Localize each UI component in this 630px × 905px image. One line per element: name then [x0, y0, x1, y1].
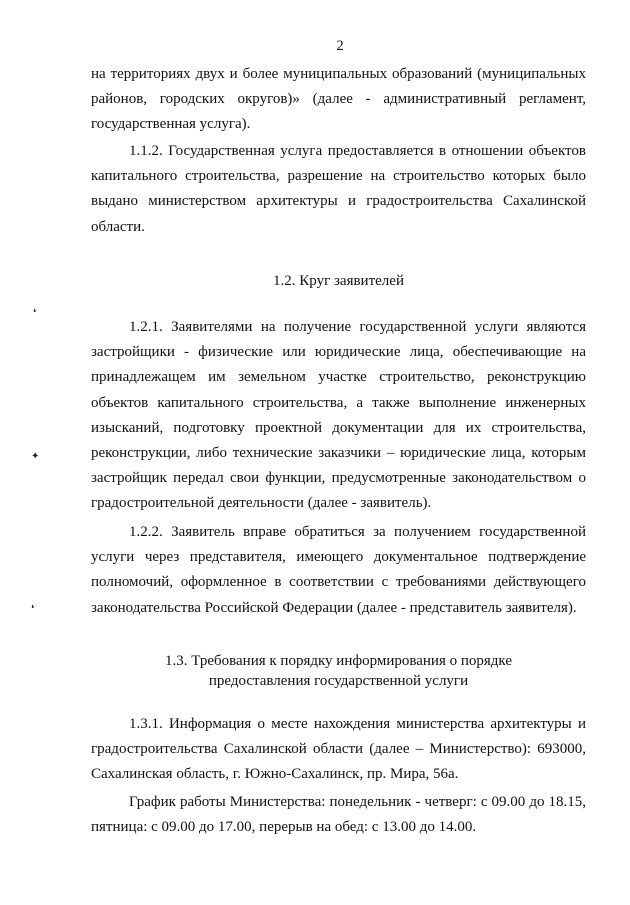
- section-heading-1-3: [91, 651, 586, 691]
- section-heading-1-3-line2: предоставления государственной услуги: [208, 673, 469, 689]
- paragraph-schedule: График работы Министерства: понедельник - четверг: с 09.00 до 18.15, пятница: с 09.00 до 17.00, перерыв на обед: с 13.00 до 14.00.: [91, 794, 586, 836]
- scan-artifact-mark: ❛: [31, 604, 35, 615]
- section-heading-1-2: 1.2. Круг заявителей: [273, 273, 404, 289]
- scan-artifact-mark: ✦: [31, 451, 40, 462]
- paragraph-1-2-2: 1.2.2. Заявитель вправе обратиться за получением государственной услуги через представителя, имеющего документальное подтверждение полномочий, оформленное в соответствии с требованиями действующего законодательства Российской Федерации (далее - представитель заявителя).: [91, 524, 586, 616]
- section-heading-1-3-line1: 1.3. Требования к порядку информирования о порядке: [165, 653, 512, 669]
- scan-artifact-mark: ❛: [33, 308, 37, 319]
- paragraph-1-1-2: 1.1.2. Государственная услуга предоставляется в отношении объектов капитального строительства, разрешение на строительство которых было выдано министерством архитектуры и градостроительства Сахалинской области.: [91, 143, 586, 235]
- paragraph-1-3-1: 1.3.1. Информация о месте нахождения министерства архитектуры и градостроительства Сахалинской области (далее – Министерство): 693000, Сахалинская область, г. Южно-Сахалинск, пр. Мира, 56а.: [91, 716, 586, 783]
- paragraph-1-2-1: 1.2.1. Заявителями на получение государственной услуги являются застройщики - физические или юридические лица, обеспечивающие на принадлежащем им земельном участке строительство, реконструкцию объектов капитального строительства, а также выполнение инженерных изысканий, подготовку проектной документации для их строительства, реконструкции, либо технические заказчики – юридические лица, которым застройщик передал свои функции, предусмотренные законодательством о градостроительной деятельности (далее - заявитель).: [91, 319, 586, 512]
- page-number: 2: [336, 38, 344, 54]
- paragraph-continuation: на территориях двух и более муниципальных образований (муниципальных районов, городских округов)» (далее - административный регламент, государственная услуга).: [91, 66, 586, 133]
